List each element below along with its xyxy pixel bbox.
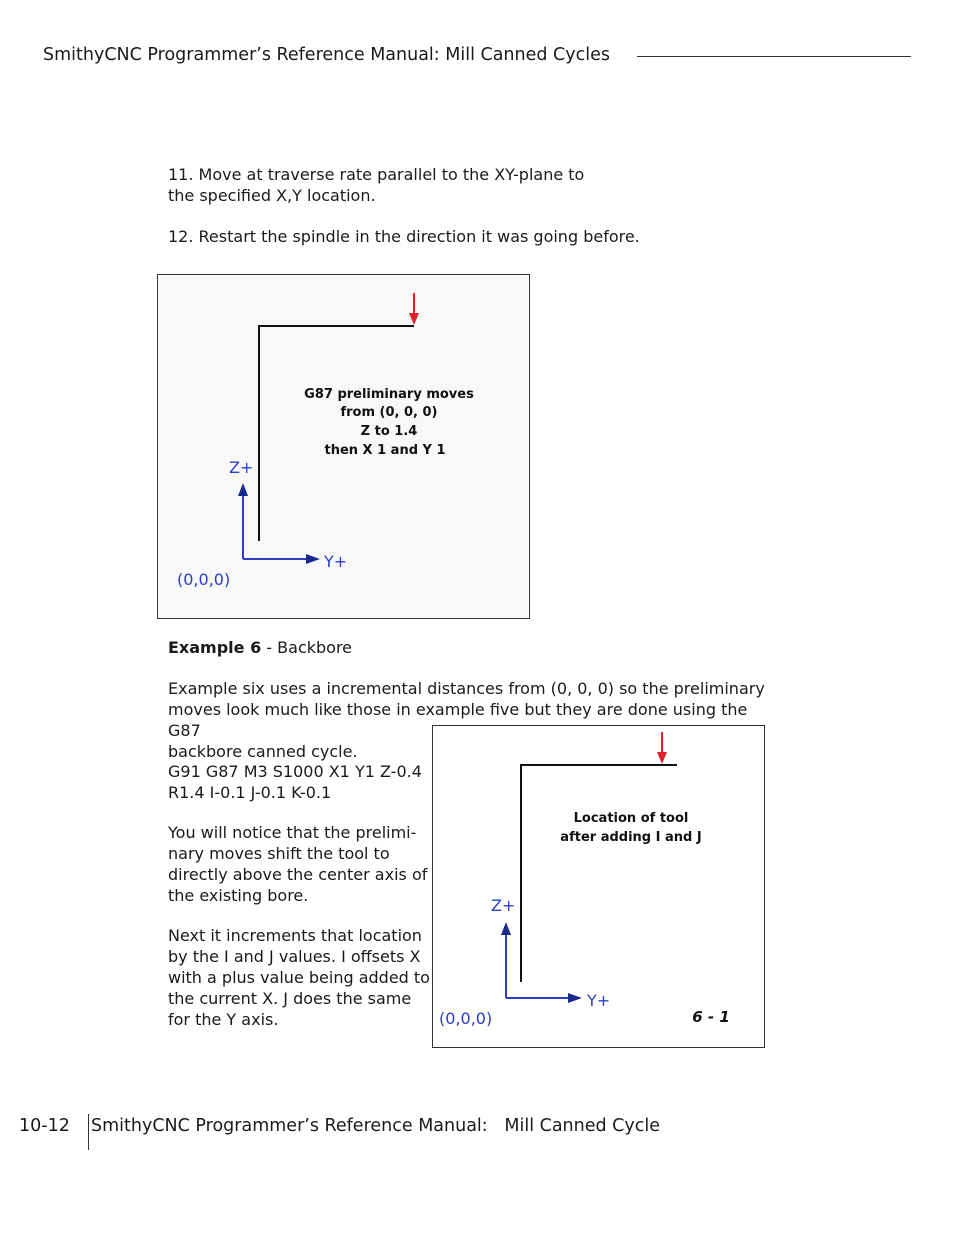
increments-line: Next it increments that location (168, 926, 422, 945)
notice-paragraph (168, 822, 427, 906)
annotation-line: from (0, 0, 0) (340, 405, 438, 420)
figure-2-diagram (433, 726, 764, 1047)
g-code-block (168, 761, 422, 803)
step-11 (168, 164, 584, 206)
running-header: SmithyCNC Programmer’s Reference Manual: Mill Canned Cycles (43, 45, 610, 65)
increments-line: for the Y axis. (168, 1010, 279, 1029)
notice-line: nary moves shift the tool to (168, 844, 390, 863)
z-axis-label: Z+ (229, 458, 254, 477)
annotation-line: after adding I and J (560, 830, 702, 845)
example-heading-bold: Example 6 (168, 638, 262, 657)
code-line: G91 G87 M3 S1000 X1 Y1 Z-0.4 (168, 762, 422, 781)
notice-line: directly above the center axis of (168, 865, 428, 884)
intro-line: moves look much like those in example five but they are done using the G87 (168, 700, 748, 740)
increments-line: the current X. J does the same (168, 989, 412, 1008)
intro-line: backbore canned cycle. (168, 742, 358, 761)
increments-line: by the I and J values. I offsets X (168, 947, 421, 966)
running-footer: SmithyCNC Programmer’s Reference Manual: Mill Canned Cycle (91, 1116, 661, 1136)
annotation-line: G87 preliminary moves (304, 387, 474, 402)
figure-6-1-tool-location (432, 725, 765, 1048)
figure-g87-preliminary-moves (157, 274, 530, 619)
header-rule (637, 56, 911, 57)
increments-paragraph (168, 925, 430, 1030)
footer-divider (88, 1114, 89, 1150)
intro-line: Example six uses a incremental distances from (0, 0, 0) so the preliminary (168, 679, 765, 698)
z-axis-label: Z+ (491, 896, 516, 915)
increments-line: with a plus value being added to (168, 968, 430, 987)
y-axis-label: Y+ (324, 552, 348, 571)
step-11-line-1: 11. Move at traverse rate parallel to the XY-plane to (168, 165, 585, 184)
page-number: 10-12 (19, 1116, 70, 1136)
step-12-line-1: 12. Restart the spindle in the direction it was going before. (168, 227, 640, 246)
origin-label: (0,0,0) (439, 1009, 493, 1028)
figure-number: 6 - 1 (692, 1008, 730, 1026)
origin-label: (0,0,0) (177, 570, 231, 589)
step-11-line-2: the specified X,Y location. (168, 186, 376, 205)
y-axis-label: Y+ (587, 991, 611, 1010)
figure-1-diagram (158, 275, 529, 618)
example-heading (168, 637, 352, 658)
annotation-line: then X 1 and Y 1 (324, 443, 446, 458)
notice-line: the existing bore. (168, 886, 309, 905)
notice-line: You will notice that the prelimi- (168, 823, 417, 842)
example-heading-suffix: - Backbore (261, 638, 353, 657)
annotation-line: Z to 1.4 (360, 424, 418, 439)
code-line: R1.4 I-0.1 J-0.1 K-0.1 (168, 783, 332, 802)
step-12 (168, 226, 640, 247)
annotation-line: Location of tool (573, 811, 689, 826)
